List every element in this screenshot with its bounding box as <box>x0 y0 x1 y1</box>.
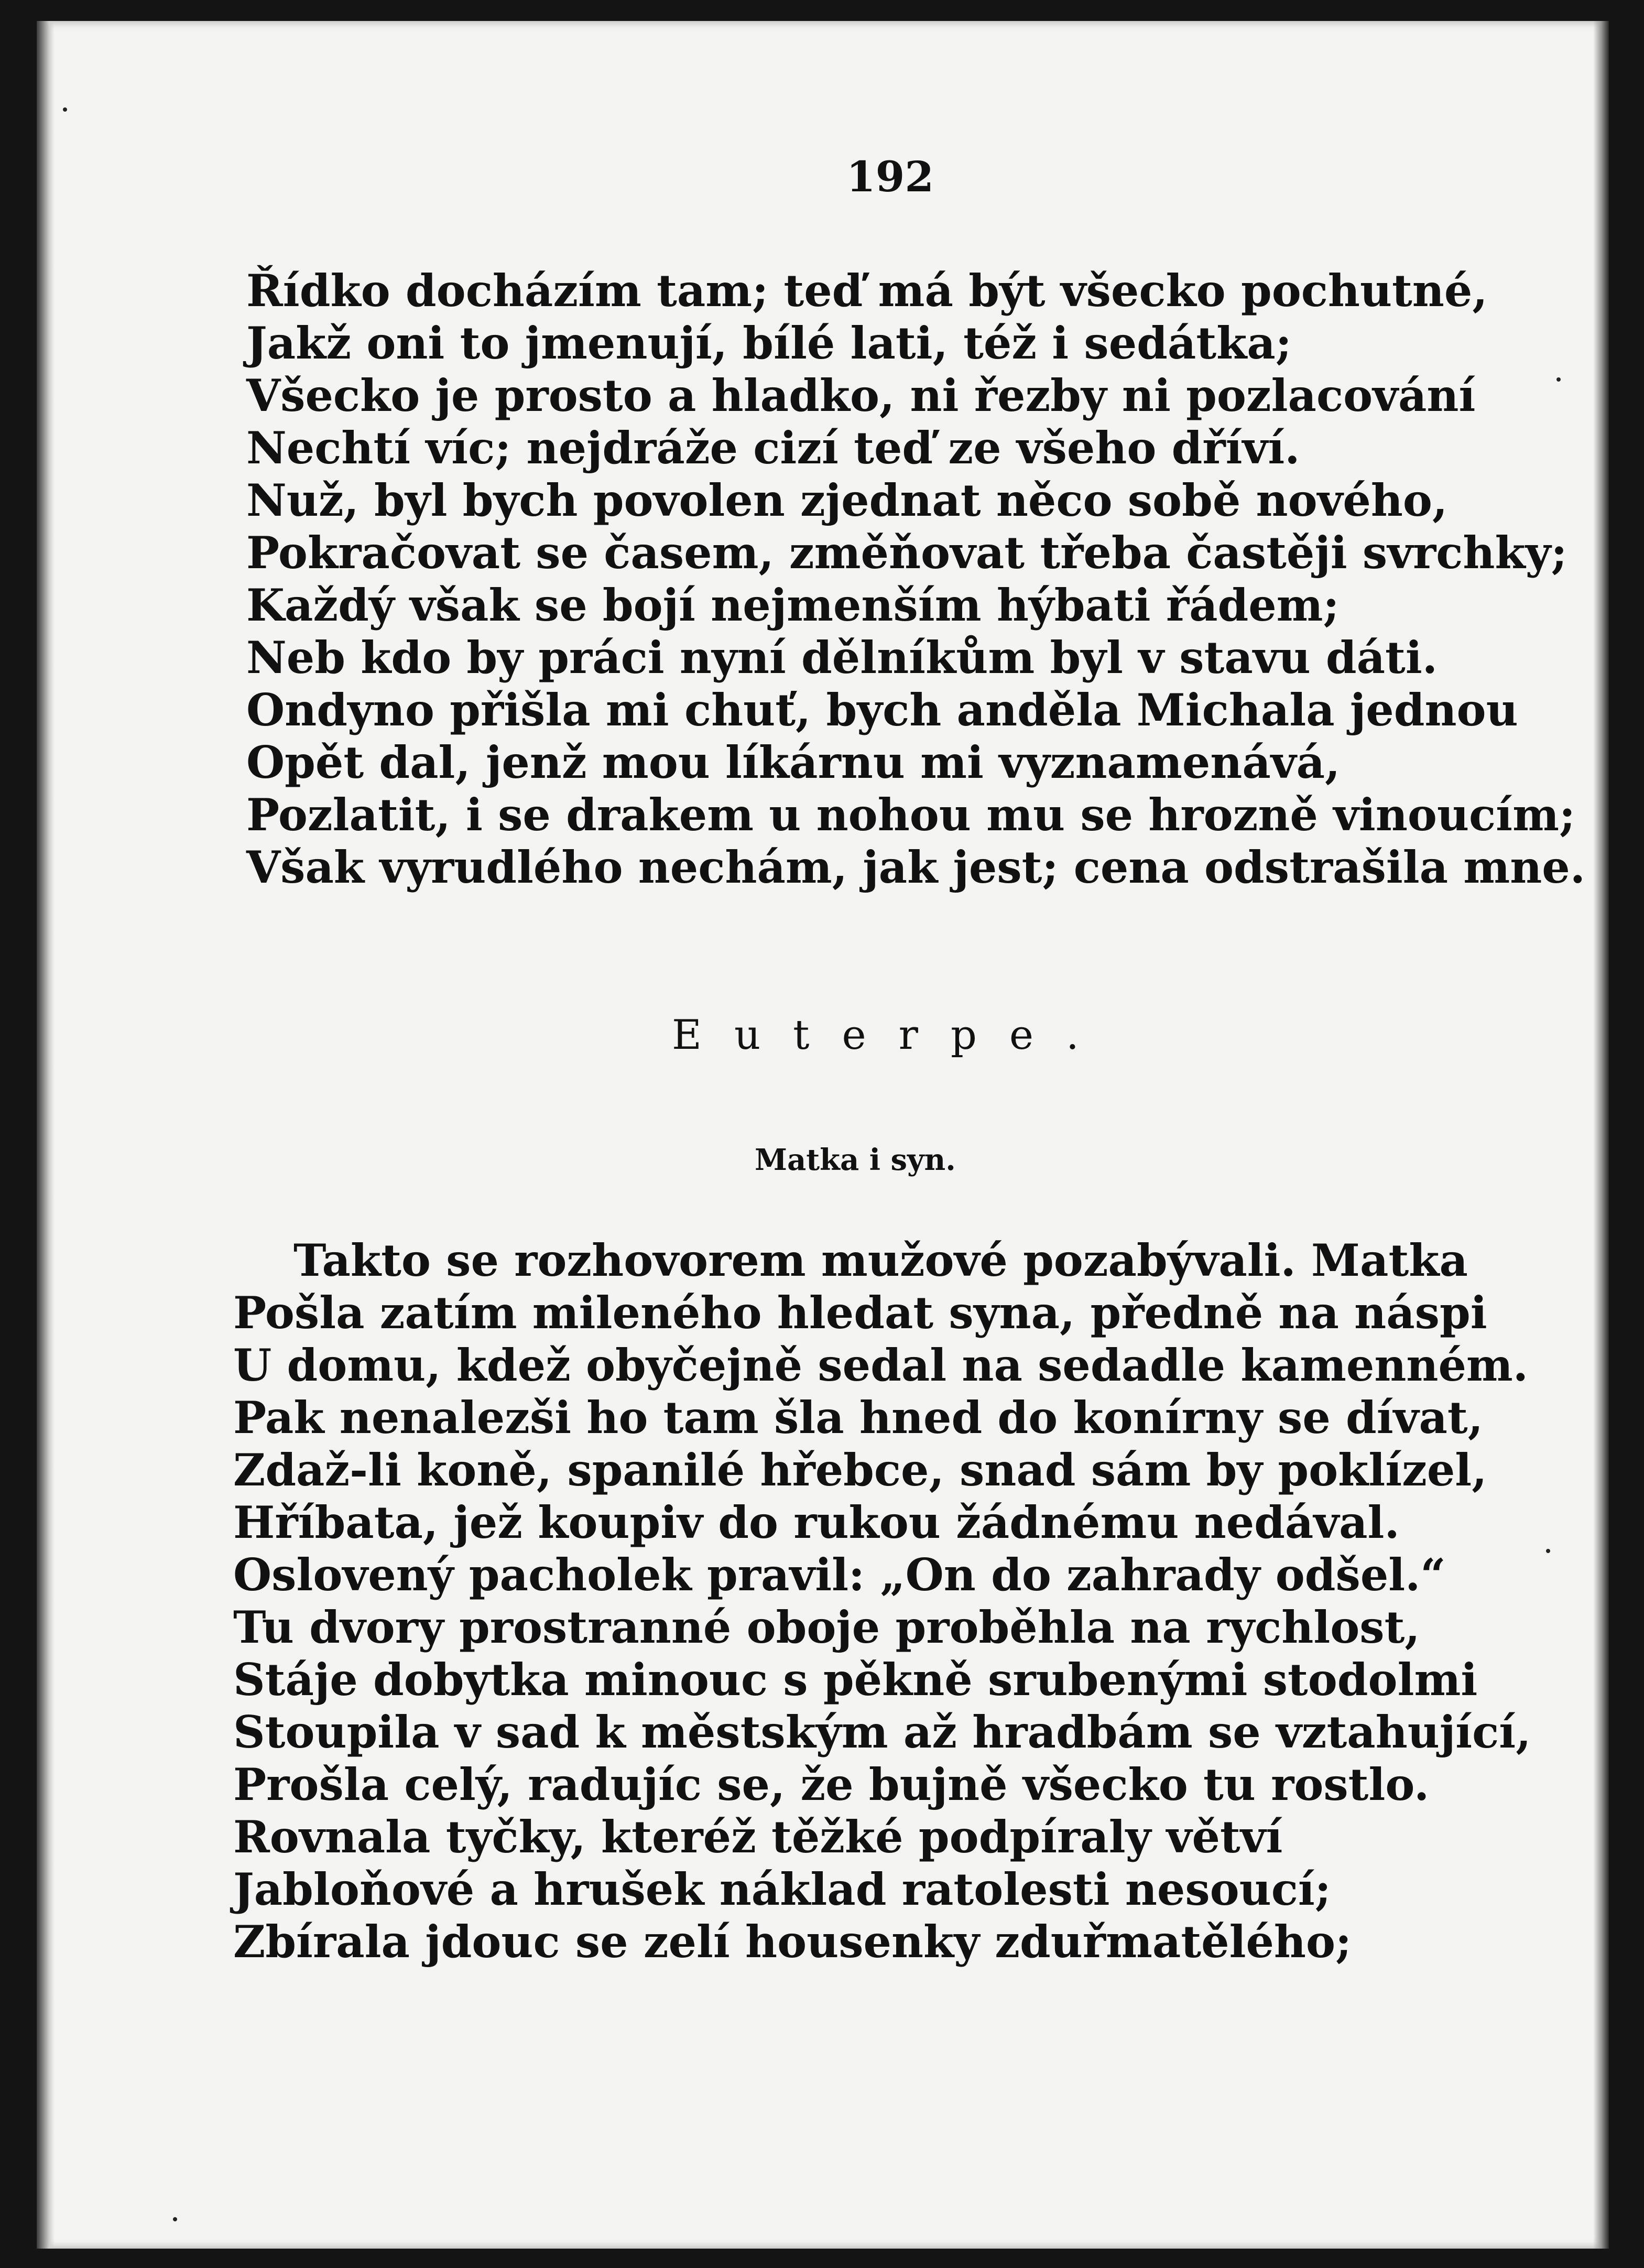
poem-line: Řídko docházím tam; teď má být všecko pochutné, <box>246 265 1488 317</box>
page-number: 192 <box>846 152 934 201</box>
poem-line: Jakž oni to jmenují, bílé lati, též i sedátka; <box>246 317 1292 369</box>
poem-line: Stáje dobytka minouc s pěkně srubenými stodolmi <box>233 1654 1478 1706</box>
poem-line: Pak nenalezši ho tam šla hned do konírny se dívat, <box>233 1392 1483 1444</box>
section-title: Euterpe. <box>672 1012 1112 1059</box>
poem-line: Pokračovat se časem, změňovat třeba častěji svrchky; <box>246 527 1567 579</box>
poem-line: Oslovený pacholek pravil: „On do zahrady odšel.“ <box>233 1549 1446 1601</box>
poem-line: U domu, kdež obyčejně sedal na sedadle kamenném. <box>233 1339 1529 1391</box>
poem-line: Rovnala tyčky, kteréž těžké podpíraly větví <box>233 1811 1283 1863</box>
scan-speck <box>1556 377 1561 382</box>
scan-speck <box>1546 1549 1550 1553</box>
page-right-edge-shadow <box>1593 21 1609 2249</box>
poem-line: Všecko je prosto a hladko, ni řezby ni pozlacování <box>246 370 1476 421</box>
scan-speck <box>173 2217 177 2221</box>
poem-line: Nuž, byl bych povolen zjednat něco sobě nového, <box>246 474 1448 526</box>
poem-line: Ondyno přišla mi chuť, bych anděla Michala jednou <box>246 684 1518 736</box>
poem-line: Zbírala jdouc se zelí housenky zduřmatělého; <box>233 1916 1352 1968</box>
section-subtitle: Matka i syn. <box>755 1143 956 1177</box>
poem-line: Prošla celý, radujíc se, že bujně všecko tu rostlo. <box>233 1759 1430 1810</box>
poem-line: Opět dal, jenž mou líkárnu mi vyznamenává, <box>246 736 1341 788</box>
poem-line: Takto se rozhovorem mužové pozabývali. Matka <box>293 1234 1468 1286</box>
poem-line: Pozlatit, i se drakem u nohou mu se hrozně vinoucím; <box>246 789 1575 841</box>
poem-line: Stoupila v sad k městským až hradbám se vztahující, <box>233 1706 1531 1758</box>
poem-line: Každý však se bojí nejmenším hýbati řádem; <box>246 579 1340 631</box>
poem-line: Nechtí víc; nejdráže cizí teď ze všeho dříví. <box>246 422 1300 474</box>
scan-speck <box>63 107 67 112</box>
poem-line: Hříbata, jež koupiv do rukou žádnému nedával. <box>233 1496 1400 1548</box>
page-left-edge-shadow <box>37 21 55 2249</box>
poem-line: Tu dvory prostranné oboje proběhla na rychlost, <box>233 1601 1420 1653</box>
poem-line: Zdaž-li koně, spanilé hřebce, snad sám by poklízel, <box>233 1444 1487 1496</box>
poem-line: Jabloňové a hrušek náklad ratolesti nesoucí; <box>233 1863 1331 1915</box>
poem-line: Neb kdo by práci nyní dělníkům byl v stavu dáti. <box>246 632 1438 683</box>
poem-line: Pošla zatím mileného hledat syna, předně na náspi <box>233 1287 1487 1339</box>
poem-line: Však vyrudlého nechám, jak jest; cena odstrašila mne. <box>246 841 1585 893</box>
